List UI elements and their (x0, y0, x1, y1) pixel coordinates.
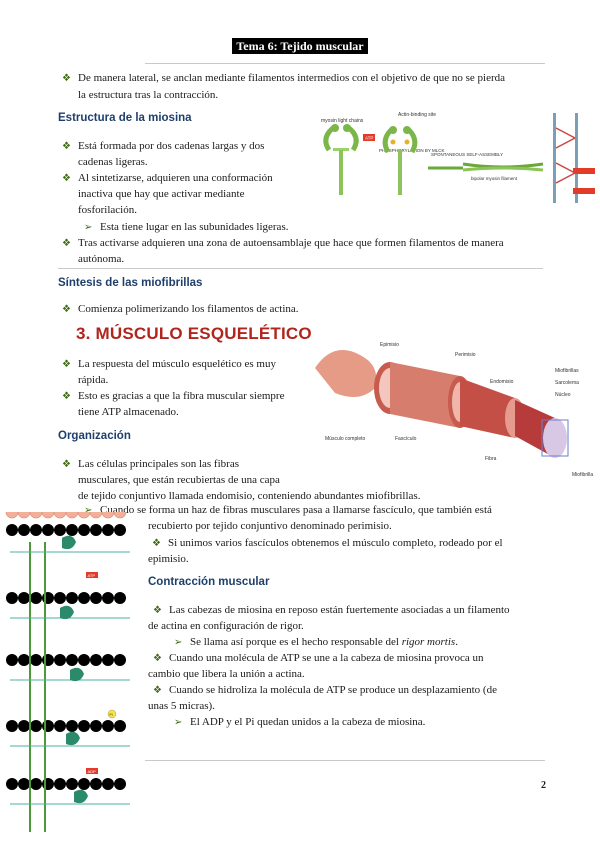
figure-label: Endomisio (490, 379, 514, 385)
paragraph: de tejido conjuntivo llamada endomisio, conteniendo abundantes miofibrillas. (78, 490, 421, 502)
muscle-structure-figure (310, 328, 600, 478)
bullet-icon: ❖ (62, 173, 71, 184)
paragraph: Tras activarse adquieren una zona de autoensamblaje que hace que formen filamentos de manera (78, 237, 504, 249)
bullet-icon: ❖ (153, 605, 162, 616)
bullet-icon: ❖ (62, 238, 71, 249)
paragraph: recubierto por tejido conjuntivo denominado perimisio. (148, 520, 392, 532)
bullet-icon: ❖ (153, 653, 162, 664)
section-heading: Organización (58, 430, 131, 442)
section-heading: Contracción muscular (148, 576, 270, 588)
figure-label: Fibra (485, 456, 497, 462)
paragraph: Está formada por dos cadenas largas y dos (78, 140, 265, 152)
paragraph: Las cabezas de miosina en reposo están fuertemente asociadas a un filamento (169, 604, 510, 616)
section-heading: Síntesis de las miofibrillas (58, 277, 203, 289)
contraction-cycle-figure (0, 512, 142, 836)
paragraph: cambio que libera la unión a actina. (148, 668, 305, 680)
figure-label: Núcleo (555, 392, 571, 398)
svg-text:ADP: ADP (87, 769, 96, 774)
paragraph: epimisio. (148, 553, 189, 565)
bullet-icon: ❖ (62, 73, 71, 84)
paragraph: Esta tiene lugar en las subunidades ligeras. (100, 221, 289, 233)
arrow-icon: ➢ (84, 222, 93, 233)
svg-text:ATP: ATP (365, 135, 374, 141)
arrow-icon: ➢ (174, 717, 183, 728)
paragraph: Esto es gracias a que la fibra muscular siempre (78, 390, 285, 402)
paragraph: fosforilación. (78, 204, 137, 216)
figure-label: Fascículo (395, 436, 417, 442)
figure-label: PHOSPHORYLATION BY MLCK (379, 148, 445, 153)
figure-label: Sarcolema (555, 380, 579, 386)
figure-label: Músculo completo (325, 436, 366, 442)
bullet-icon: ❖ (62, 391, 71, 402)
figure-label: Actin-binding site (398, 112, 437, 118)
arrow-icon: ➢ (84, 505, 93, 516)
bullet-icon: ❖ (153, 685, 162, 696)
paragraph: De manera lateral, se anclan mediante filamentos intermedios con el objetivo de que no se pierda (78, 72, 506, 84)
page-title: Tema 6: Tejido muscular (0, 37, 600, 55)
paragraph: El ADP y el Pi quedan unidos a la cabeza de miosina. (190, 716, 426, 728)
figure-label: Perimisio (455, 352, 476, 358)
section-heading: Estructura de la miosina (58, 112, 192, 124)
paragraph: Al sintetizarse, adquieren una conformación (78, 172, 273, 184)
paragraph: unas 5 micras). (148, 700, 215, 712)
svg-text:Pi: Pi (109, 713, 113, 717)
paragraph: tiene ATP almacenado. (78, 406, 179, 418)
figure-label: myosin light chains (321, 118, 364, 124)
paragraph: Se llama así porque es el hecho responsable del rigor mortis. (190, 636, 458, 648)
bullet-icon: ❖ (62, 141, 71, 152)
bullet-icon: ❖ (62, 304, 71, 315)
paragraph: la estructura tras la contracción. (78, 89, 219, 101)
myosin-assembly-figure (313, 108, 598, 213)
paragraph: inactiva que hay que activar mediante (78, 188, 245, 200)
paragraph: de actina en configuración de rigor. (148, 620, 304, 632)
section-divider (58, 268, 543, 269)
figure-label: Miofibrillas (555, 368, 579, 374)
footer-divider (145, 760, 545, 761)
page-number: 2 (541, 780, 546, 791)
paragraph: Cuando se hidroliza la molécula de ATP se produce un desplazamiento (de (169, 684, 497, 696)
arrow-icon: ➢ (174, 637, 183, 648)
bullet-icon: ❖ (62, 459, 71, 470)
bullet-icon: ❖ (62, 359, 71, 370)
chapter-heading: 3. MÚSCULO ESQUELÉTICO (76, 324, 312, 343)
paragraph: Comienza polimerizando los filamentos de actina. (78, 303, 299, 315)
paragraph: autónoma. (78, 253, 125, 265)
paragraph: Cuando se forma un haz de fibras musculares pasa a llamarse fascículo, que también está (100, 504, 492, 516)
paragraph: Cuando una molécula de ATP se une a la cabeza de miosina provoca un (169, 652, 484, 664)
figure-label: bipolar myosin filament (471, 176, 518, 181)
header-divider (145, 63, 545, 64)
paragraph: La respuesta del músculo esquelético es muy (78, 358, 276, 370)
figure-label: Miofibrilla (572, 472, 594, 478)
paragraph: musculares, que están recubiertas de una capa (78, 474, 280, 486)
paragraph: rápida. (78, 374, 109, 386)
bullet-icon: ❖ (152, 538, 161, 549)
figure-label: Epimisio (380, 342, 399, 348)
paragraph: cadenas ligeras. (78, 156, 148, 168)
svg-text:ATP: ATP (87, 573, 95, 578)
paragraph: Las células principales son las fibras (78, 458, 239, 470)
paragraph: Si unimos varios fascículos obtenemos el músculo completo, rodeado por el (168, 537, 503, 549)
figure-label: SPONTANEOUS SELF-ASSEMBLY (431, 152, 504, 157)
